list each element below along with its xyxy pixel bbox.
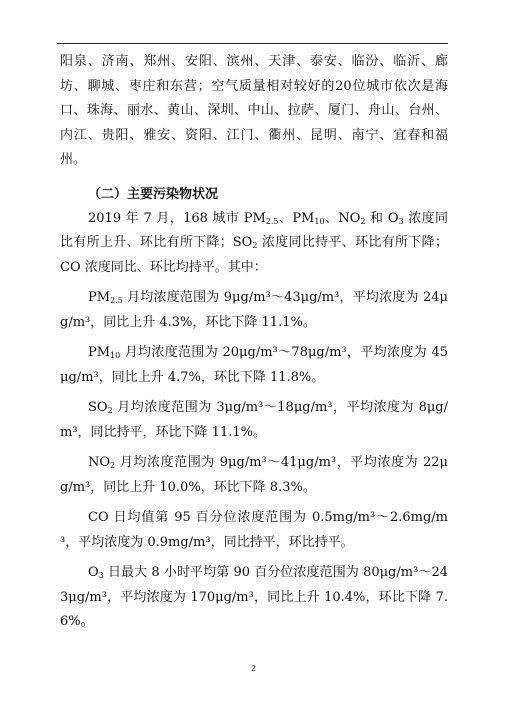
summary-text: 、NO <box>324 210 361 226</box>
summary-text: 和 O <box>365 210 399 226</box>
pollutant-name: PM <box>88 290 111 305</box>
pollutant-text: 日最大 8 小时平均第 90 百分位浓度范围为 80μg/m³～243μg/m³，平均浓度为 170μg/m³，同比上升 10.4%，环比下降 7.6%。 <box>60 565 448 629</box>
subscript: 3 <box>398 216 404 226</box>
summary-paragraph <box>60 207 448 281</box>
pollutant-text: 月均浓度范围为 20μg/m³～78μg/m³，平均浓度为 45μg/m³，同比上升 4.7%，环比下降 11.8%。 <box>60 345 448 385</box>
subscript: 2 <box>110 461 116 470</box>
section-heading: （二）主要污染物状况 <box>88 186 219 202</box>
pollutant-name: SO <box>88 400 108 415</box>
summary-text: 2019 年 7 月，168 城市 PM <box>88 210 266 226</box>
pollutant-text: 月均浓度范围为 9μg/m³～43μg/m³，平均浓度为 24μg/m³，同比上升 4.3%，环比下降 11.1%。 <box>60 290 448 330</box>
city-list-paragraph: 阳泉、济南、郑州、安阳、滨州、天津、泰安、临汾、临沂、廊坊、聊城、枣庄和东营；空气质量相对较好的20位城市依次是海口、珠海、丽水、黄山、深圳、中山、拉萨、厦门、舟山、台州、内江、贵阳、雅安、资阳、江门、衢州、昆明、南宁、宜春和福州。 <box>60 54 448 167</box>
subscript: 2 <box>252 241 258 250</box>
pollutant-text: 月均浓度范围为 3μg/m³～18μg/m³，平均浓度为 8μg/m³，同比持平，环比下降 11.1%。 <box>60 400 448 440</box>
subscript: 2 <box>107 406 113 415</box>
pollutant-name: PM <box>88 345 111 360</box>
pm10-paragraph <box>60 341 448 390</box>
o3-paragraph <box>60 561 448 635</box>
pollutant-name: O <box>88 565 99 580</box>
page-number: 2 <box>250 664 257 673</box>
subscript: 2.5 <box>265 216 279 226</box>
summary-text: 浓度同比有所上升、环比有所下降；SO <box>60 210 448 250</box>
pm25-paragraph <box>60 286 448 335</box>
pollutant-name: NO <box>88 455 111 470</box>
subscript: 2 <box>360 216 366 226</box>
summary-text: 浓度同比持平、环比有所下降；CO 浓度同比、环比均持平。其中： <box>60 235 448 275</box>
subscript: 10 <box>314 216 325 226</box>
co-paragraph: CO 日均值第 95 百分位浓度范围为 0.5mg/m³～2.6mg/m³，平均浓度为 0.9mg/m³，同比持平，环比持平。 <box>60 510 448 550</box>
header-rule <box>57 43 448 44</box>
subscript: 2.5 <box>110 296 123 305</box>
so2-paragraph <box>60 396 448 445</box>
subscript: 10 <box>110 351 121 360</box>
no2-paragraph <box>60 451 448 500</box>
document-body <box>60 50 448 635</box>
pollutant-text: 月均浓度范围为 9μg/m³～41μg/m³，平均浓度为 22μg/m³，同比上升 10.0%，环比下降 8.3%。 <box>60 455 448 495</box>
summary-text: 、PM <box>278 210 315 226</box>
subscript: 3 <box>98 571 104 580</box>
